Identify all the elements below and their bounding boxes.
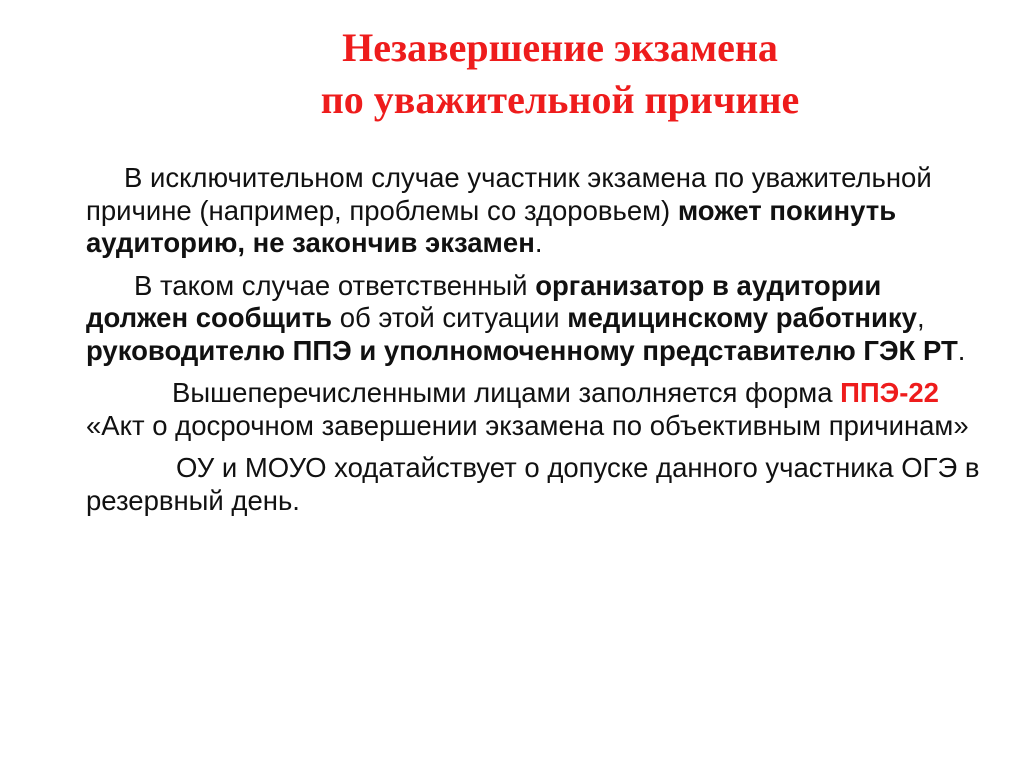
paragraph-text: об этой ситуации xyxy=(332,302,568,333)
paragraph-bold-text: медицинскому работнику xyxy=(567,302,917,333)
paragraph-reserve-day xyxy=(86,452,986,517)
paragraph-organizer-report xyxy=(86,270,986,368)
slide-title xyxy=(200,22,920,126)
paragraph-exam-leave xyxy=(86,162,986,260)
paragraph-text: В исключительном случае участник экзамена по уважительной причине (например, проблемы со здоровьем) xyxy=(86,162,932,226)
title-line-2: по уважительной причине xyxy=(320,77,800,122)
form-code-highlight: ППЭ-22 xyxy=(840,377,939,408)
paragraph-bold-text: организатор в аудитории должен сообщить xyxy=(86,269,882,333)
paragraph-text: «Акт о досрочном завершении экзамена по объективным причинам» xyxy=(86,409,969,441)
slide-body xyxy=(86,162,986,527)
paragraph-text: ОУ и МОУО ходатайствует о допуске данного участника ОГЭ в резервный день. xyxy=(86,452,980,516)
paragraph-form-ppe22 xyxy=(86,377,986,442)
paragraph-text: . xyxy=(957,334,966,366)
paragraph-bold-text: руководителю ППЭ и уполномоченному представителю ГЭК РТ xyxy=(86,334,958,366)
paragraph-bold-text: может покинуть аудиторию, не закончив экзамен xyxy=(86,194,897,258)
paragraph-text: Вышеперечисленными лицами заполняется форма xyxy=(172,377,841,408)
paragraph-text: . xyxy=(534,227,543,258)
title-line-1: Незавершение экзамена xyxy=(342,25,778,70)
paragraph-text: , xyxy=(916,302,925,333)
paragraph-text: В таком случае ответственный xyxy=(134,269,536,301)
